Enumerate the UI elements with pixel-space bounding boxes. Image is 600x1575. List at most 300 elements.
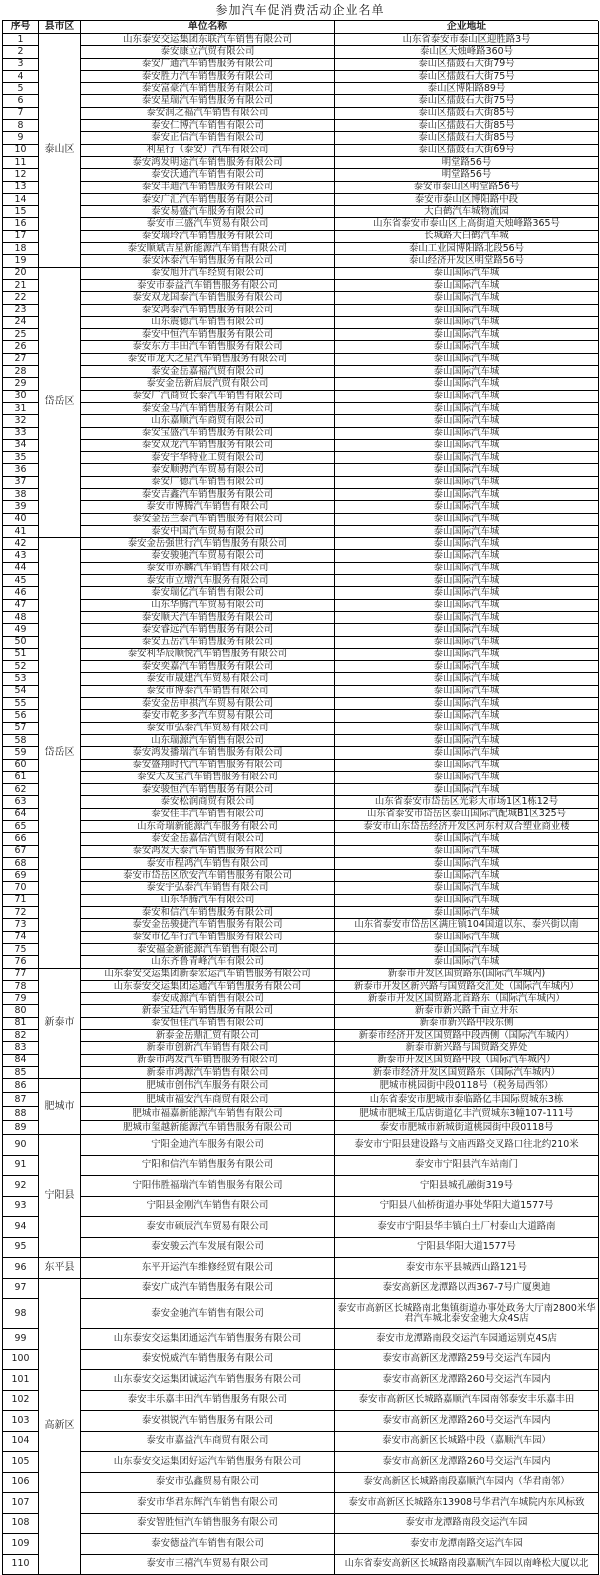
table-cell-company: 泰安广德汽车销售有限公司: [81, 477, 335, 489]
table-cell-address: 泰山国际汽车城: [335, 366, 599, 378]
table-cell-address: 泰山国际汽车城: [335, 440, 599, 452]
table-cell-company: 泰安顺斌吉星新能源汽车销售有限公司: [81, 243, 335, 255]
table-cell-no: 37: [3, 477, 39, 489]
table-cell-address: 泰山国际汽车城: [335, 772, 599, 784]
table-cell-address: 泰安市泰山区博阳路中段: [335, 194, 599, 206]
table-cell-company: 泰安悦威汽车销售服务有限公司: [81, 1350, 335, 1371]
table-cell-no: 100: [3, 1350, 39, 1371]
table-cell-company: 泰安睿远汽车销售服务有限公司: [81, 624, 335, 636]
table-cell-company: 泰安瑞亿汽车销售有限公司: [81, 587, 335, 599]
table-cell-address: 长城路大白鹤汽车城: [335, 231, 599, 243]
table-cell-address: 新泰市开发区新兴路与国贸路交汇处（国际汽车城内）: [335, 981, 599, 993]
table-cell-address: 泰山经济开发区明堂路56号: [335, 255, 599, 267]
table-cell-company: 泰安市亿车行汽车销售服务有限公司: [81, 932, 335, 944]
table-cell-company: 泰安瑞玲汽车销售服务有限公司: [81, 231, 335, 243]
table-cell-address: 泰山国际汽车城: [335, 846, 599, 858]
table-cell-company: 肥城市福安汽车商贸有限公司: [81, 1093, 335, 1107]
table-cell-no: 53: [3, 673, 39, 685]
table-cell-address: 新泰市经济开发区国贸路中段西侧（国际汽车城内）: [335, 1030, 599, 1042]
table-cell-address: 泰山国际汽车城: [335, 600, 599, 612]
table-cell-company: 泰安顺骋汽车贸易有限公司: [81, 464, 335, 476]
table-cell-company: 泰安市弘鑫贸易有限公司: [81, 1473, 335, 1494]
table-cell-address: 泰安市龙潭南路交运汽车园: [335, 1534, 599, 1555]
table-cell-address: 泰山国际汽车城: [335, 624, 599, 636]
table-cell-no: 92: [3, 1176, 39, 1197]
table-cell-company: 泰安中国汽车贸易有限公司: [81, 526, 335, 538]
table-cell-address: 泰山国际汽车城: [335, 268, 599, 280]
table-cell-no: 58: [3, 735, 39, 747]
table-cell-address: 宁阳县华阳大道1577号: [335, 1238, 599, 1259]
table-cell-company: 山东泰安交运集团好运汽车销售服务有限公司: [81, 1452, 335, 1473]
table-cell-address: 泰山区擂鼓石大街79号: [335, 59, 599, 71]
table-cell-company: 泰安宇弘泰汽车销售有限公司: [81, 882, 335, 894]
table-cell-company: 新泰市鸿源汽车销售有限公司: [81, 1067, 335, 1079]
table-cell-company: 泰安正信汽车销售有限公司: [81, 132, 335, 144]
table-cell-address: 泰安市高新区长城路南北集镇街道办事处政务大厅南2800米华君汽车城北泰安金驰大众4S店: [335, 1299, 599, 1329]
table-cell-address: 宁阳县八仙桥街道办事处华阳大道1577号: [335, 1197, 599, 1218]
table-cell-no: 4: [3, 71, 39, 83]
table-cell-address: 泰安市山东岱岳经济开发区河东村双合塑业商业楼: [335, 821, 599, 833]
table-cell-address: 泰山区擂鼓石大街85号: [335, 108, 599, 120]
table-cell-company: 泰安盛翔时代汽车销售服务有限公司: [81, 760, 335, 772]
table-cell-no: 71: [3, 895, 39, 907]
table-cell-no: 14: [3, 194, 39, 206]
table-cell-address: 泰山区擂鼓石大街85号: [335, 120, 599, 132]
table-cell-address: 大白鹤汽车城物流园: [335, 206, 599, 218]
table-cell-company: 肥城市玺越新能源汽车销售服务有限公司: [81, 1121, 335, 1135]
table-cell-no: 41: [3, 526, 39, 538]
table-cell-company: 泰安双龙国泰汽车销售服务有限公司: [81, 292, 335, 304]
table-cell-address: 泰安市高新区龙潭路260号交运汽车园内: [335, 1452, 599, 1473]
table-cell-company: 山东泰安交运集团东联汽车销售有限公司: [81, 34, 335, 46]
table-cell-no: 91: [3, 1156, 39, 1177]
table-cell-address: 新泰市开发区国贸路中段（国际汽车城内）: [335, 1055, 599, 1067]
table-cell-address: 山东省泰安市岱岳区光彩大市场1区1栋12号: [335, 796, 599, 808]
table-cell-no: 86: [3, 1079, 39, 1093]
table-cell-no: 79: [3, 993, 39, 1005]
table-cell-company: 泰安大友宝汽车销售服务有限公司: [81, 772, 335, 784]
table-cell-address: 山东省泰安市肥城市泰临路亿丰国际贸城东3栋: [335, 1093, 599, 1107]
table-cell-no: 87: [3, 1093, 39, 1107]
table-cell-address: 泰安市宁阳县汽车站南门: [335, 1156, 599, 1177]
table-cell-company: 山东华腾汽车有限公司: [81, 895, 335, 907]
county-cell: 宁阳县: [39, 1135, 81, 1258]
table-cell-company: 泰安奕嘉汽车销售服务有限公司: [81, 661, 335, 673]
table-cell-no: 104: [3, 1432, 39, 1453]
table-cell-no: 7: [3, 108, 39, 120]
table-cell-address: 泰山国际汽车城: [335, 550, 599, 562]
table-cell-company: 泰安广汽商贸长泰汽车销售有限公司: [81, 391, 335, 403]
table-cell-company: 泰安金岳强世行汽车销售服务有限公司: [81, 538, 335, 550]
table-cell-no: 61: [3, 772, 39, 784]
table-cell-address: 山东省泰安市岱岳区满庄镇104国道以东、泰兴街以南: [335, 919, 599, 931]
table-cell-no: 17: [3, 231, 39, 243]
table-cell-address: 泰山国际汽车城: [335, 329, 599, 341]
table-cell-no: 98: [3, 1299, 39, 1329]
table-cell-address: 泰山工业园博阳路北段56号: [335, 243, 599, 255]
table-cell-address: 泰山国际汽车城: [335, 428, 599, 440]
table-cell-address: 泰山国际汽车城: [335, 882, 599, 894]
table-cell-company: 宁阳县金刚汽车销售有限公司: [81, 1197, 335, 1218]
table-cell-address: 山东省泰安高新区长城路南段嘉顺汽车园以南峰松大厦以北: [335, 1555, 599, 1575]
table-cell-address: 泰山国际汽车城: [335, 637, 599, 649]
table-cell-address: 泰安高新区长城路南段嘉顺汽车园内（华君南邻）: [335, 1473, 599, 1494]
table-cell-company: 泰安双龙汽车销售服务有限公司: [81, 440, 335, 452]
table-cell-no: 64: [3, 809, 39, 821]
table-cell-no: 2: [3, 46, 39, 58]
table-cell-company: 泰安市岱岳区欣安汽车销售服务有限公司: [81, 870, 335, 882]
table-cell-address: 泰安市龙潭路南段交运汽车园: [335, 1514, 599, 1535]
table-cell-no: 55: [3, 698, 39, 710]
table-cell-company: 泰安吉鑫汽车销售服务有限公司: [81, 489, 335, 501]
table-cell-address: 宁阳县城孔融街319号: [335, 1176, 599, 1197]
table-cell-no: 38: [3, 489, 39, 501]
table-cell-no: 80: [3, 1005, 39, 1017]
table-cell-no: 70: [3, 882, 39, 894]
table-cell-address: 新泰市开发区国贸路北首路东（国际汽车城内）: [335, 993, 599, 1005]
table-cell-no: 88: [3, 1107, 39, 1121]
table-cell-address: 泰山国际汽车城: [335, 686, 599, 698]
table-cell-company: 泰安润之福汽车销售有限公司: [81, 108, 335, 120]
table-cell-company: 泰安宇华特业工贸有限公司: [81, 452, 335, 464]
table-cell-company: 泰安市博腾汽车销售有限公司: [81, 501, 335, 513]
table-cell-address: 泰山国际汽车城: [335, 477, 599, 489]
table-cell-address: 泰山国际汽车城: [335, 464, 599, 476]
table-cell-company: 泰安松润商贸有限公司: [81, 796, 335, 808]
table-cell-company: 泰安鸿发明途汽车销售服务有限公司: [81, 157, 335, 169]
county-cell: 肥城市: [39, 1079, 81, 1135]
table-cell-company: 山东嘉顺汽车商贸有限公司: [81, 415, 335, 427]
table-cell-company: 泰安骏恒汽车销售服务有限公司: [81, 784, 335, 796]
table-cell-address: 泰山国际汽车城: [335, 280, 599, 292]
table-cell-no: 52: [3, 661, 39, 673]
table-cell-address: 泰安市高新区长城路中段（嘉顺汽车园）: [335, 1432, 599, 1453]
table-cell-no: 24: [3, 317, 39, 329]
table-cell-company: 山东泰安交运集团诚运汽车销售服务有限公司: [81, 1370, 335, 1391]
table-cell-address: 泰山国际汽车城: [335, 489, 599, 501]
table-cell-address: 泰山国际汽车城: [335, 833, 599, 845]
table-cell-no: 99: [3, 1329, 39, 1350]
table-cell-address: 泰安市宁阳县华丰镇白土厂村泰山大道路南: [335, 1217, 599, 1238]
table-cell-company: 泰安佳丰汽车销售有限公司: [81, 809, 335, 821]
table-cell-no: 74: [3, 932, 39, 944]
table-cell-no: 66: [3, 833, 39, 845]
table-cell-address: 新泰市新兴路千亩立井东: [335, 1005, 599, 1017]
table-cell-no: 27: [3, 354, 39, 366]
table-cell-address: 泰山国际汽车城: [335, 735, 599, 747]
table-cell-address: 泰山国际汽车城: [335, 612, 599, 624]
table-cell-address: 新泰市新兴路与国贸路交界处: [335, 1042, 599, 1054]
table-cell-company: 泰安星瑞汽车销售服务有限公司: [81, 95, 335, 107]
table-cell-no: 54: [3, 686, 39, 698]
table-cell-address: 泰山国际汽车城: [335, 317, 599, 329]
table-cell-company: 泰安骏驰汽车贸易有限公司: [81, 550, 335, 562]
table-cell-company: 泰安金岳兰泰汽车销售服务有限公司: [81, 514, 335, 526]
table-cell-address: 泰山国际汽车城: [335, 575, 599, 587]
table-cell-no: 96: [3, 1258, 39, 1279]
table-cell-address: 泰山国际汽车城: [335, 514, 599, 526]
table-cell-no: 83: [3, 1042, 39, 1054]
table-cell-address: 泰山国际汽车城: [335, 526, 599, 538]
table-cell-company: 泰安市弘泰汽车贸易有限公司: [81, 723, 335, 735]
table-cell-no: 23: [3, 305, 39, 317]
table-cell-no: 67: [3, 846, 39, 858]
table-cell-address: 泰山区天烛峰路360号: [335, 46, 599, 58]
table-cell-no: 44: [3, 563, 39, 575]
table-cell-no: 18: [3, 243, 39, 255]
table-cell-company: 山东泰安交运集团新泰宏运汽车销售服务有限公司: [81, 969, 335, 981]
table-cell-company: 泰安利华辰顺悦汽车销售服务有限公司: [81, 649, 335, 661]
table-cell-address: 泰山区擂鼓石大街75号: [335, 95, 599, 107]
table-cell-no: 57: [3, 723, 39, 735]
table-cell-no: 93: [3, 1197, 39, 1218]
table-cell-company: 泰安成源汽车销售有限公司: [81, 993, 335, 1005]
table-cell-no: 95: [3, 1238, 39, 1259]
table-cell-company: 泰安市硕辰汽车贸易有限公司: [81, 1217, 335, 1238]
table-cell-no: 36: [3, 464, 39, 476]
table-cell-no: 103: [3, 1411, 39, 1432]
table-cell-company: 泰安市三禧汽车贸易有限公司: [81, 1555, 335, 1575]
table-cell-address: 山东省泰安市泰山区上高街道天烛峰路365号: [335, 218, 599, 230]
table-cell-no: 49: [3, 624, 39, 636]
table-cell-address: 泰安市宁阳县建设路与文庙西路交叉路口往北约210米: [335, 1135, 599, 1156]
table-cell-company: 泰安市立增汽车服务有限公司: [81, 575, 335, 587]
page-title: 参加汽车促消费活动企业名单: [215, 3, 385, 17]
table-cell-no: 101: [3, 1370, 39, 1391]
table-cell-company: 泰安鸿发天泰汽车销售服务有限公司: [81, 846, 335, 858]
table-cell-no: 72: [3, 907, 39, 919]
table-cell-address: 泰山国际汽车城: [335, 403, 599, 415]
table-cell-no: 13: [3, 182, 39, 194]
table-cell-no: 28: [3, 366, 39, 378]
table-cell-no: 90: [3, 1135, 39, 1156]
table-cell-company: 肥城市福嘉新能源汽车销售有限公司: [81, 1107, 335, 1121]
table-cell-company: 东平开运汽车维修经贸有限公司: [81, 1258, 335, 1279]
table-cell-no: 30: [3, 391, 39, 403]
table-cell-company: 泰安易盛汽车服务有限公司: [81, 206, 335, 218]
table-cell-company: 泰安顺天汽车销售服务有限公司: [81, 612, 335, 624]
table-cell-company: 泰安沃通汽车销售有限公司: [81, 169, 335, 181]
table-cell-company: 泰安恒佳汽车销售有限公司: [81, 1018, 335, 1030]
table-cell-company: 泰安沐泰汽车销售服务有限公司: [81, 255, 335, 267]
table-cell-no: 26: [3, 341, 39, 353]
county-cell: 泰山区: [39, 34, 81, 268]
table-cell-no: 43: [3, 550, 39, 562]
table-cell-address: 泰山国际汽车城: [335, 354, 599, 366]
table-cell-company: 泰安旭升汽车经贸有限公司: [81, 268, 335, 280]
table-cell-address: 泰山国际汽车城: [335, 932, 599, 944]
table-cell-no: 73: [3, 919, 39, 931]
table-cell-no: 5: [3, 83, 39, 95]
table-cell-address: 泰山国际汽车城: [335, 870, 599, 882]
table-cell-no: 60: [3, 760, 39, 772]
county-cell: 新泰市: [39, 969, 81, 1080]
table-cell-company: 泰安东方丰田汽车销售服务有限公司: [81, 341, 335, 353]
table-cell-address: 泰安市肥城市新城街道桃园街中段0118号: [335, 1121, 599, 1135]
table-cell-company: 泰安市程鸿汽车销售有限公司: [81, 858, 335, 870]
table-cell-company: 泰安市龙大之星汽车销售服务有限公司: [81, 354, 335, 366]
table-cell-company: 泰安金岳嘉信汽贸有限公司: [81, 833, 335, 845]
table-cell-address: 泰山国际汽车城: [335, 341, 599, 353]
table-cell-address: 明堂路56号: [335, 157, 599, 169]
table-cell-company: 泰安鸿泰汽车销售服务有限公司: [81, 305, 335, 317]
table-cell-company: 泰安中恒汽车销售服务有限公司: [81, 329, 335, 341]
table-cell-address: 泰山国际汽车城: [335, 391, 599, 403]
table-cell-company: 山东泰安交运集团通运汽车销售服务有限公司: [81, 1329, 335, 1350]
table-cell-company: 泰安宝盛汽车销售服务有限公司: [81, 428, 335, 440]
table-cell-company: 泰安胜力汽车销售服务有限公司: [81, 71, 335, 83]
table-cell-address: 泰山国际汽车城: [335, 305, 599, 317]
table-cell-address: 泰山国际汽车城: [335, 292, 599, 304]
table-cell-no: 42: [3, 538, 39, 550]
table-cell-address: 泰山国际汽车城: [335, 452, 599, 464]
table-cell-company: 新泰金岳鼎汇贸有限公司: [81, 1030, 335, 1042]
table-cell-address: 新泰市新兴路中段东侧: [335, 1018, 599, 1030]
table-cell-no: 31: [3, 403, 39, 415]
table-cell-company: 泰安市泰益汽车销售服务有限公司: [81, 280, 335, 292]
table-cell-address: 泰山区擂鼓石大街85号: [335, 132, 599, 144]
table-cell-no: 77: [3, 969, 39, 981]
table-cell-company: 泰安市乾多多汽车贸易有限公司: [81, 710, 335, 722]
table-cell-address: 泰山国际汽车城: [335, 538, 599, 550]
table-cell-company: 宁阳伟胜福瑞汽车销售服务有限公司: [81, 1176, 335, 1197]
table-cell-address: 泰安市高新区龙潭路260号交运汽车园内: [335, 1370, 599, 1391]
table-cell-no: 109: [3, 1534, 39, 1555]
table-cell-company: 泰安仁博汽车销售有限公司: [81, 120, 335, 132]
table-cell-address: 泰安市高新区长城路东13908号华君汽车城院内东风标致: [335, 1493, 599, 1514]
table-cell-address: 泰安市东平县城西山路121号: [335, 1258, 599, 1279]
table-cell-address: 泰山区博阳路89号: [335, 83, 599, 95]
table-cell-no: 25: [3, 329, 39, 341]
table-cell-company: 新泰市创新汽车销售有限公司: [81, 1042, 335, 1054]
table-cell-address: 泰山国际汽车城: [335, 944, 599, 956]
table-cell-address: 泰山国际汽车城: [335, 415, 599, 427]
table-cell-no: 75: [3, 944, 39, 956]
table-cell-no: 94: [3, 1217, 39, 1238]
table-cell-company: 山东泰安交运集团运通汽车销售服务有限公司: [81, 981, 335, 993]
county-cell: 高新区: [39, 1279, 81, 1575]
table-cell-address: 泰山国际汽车城: [335, 895, 599, 907]
table-cell-company: 肥城市创伟汽车服务有限公司: [81, 1079, 335, 1093]
table-cell-no: 50: [3, 637, 39, 649]
table-cell-no: 102: [3, 1391, 39, 1412]
table-cell-address: 泰山国际汽车城: [335, 723, 599, 735]
table-cell-no: 12: [3, 169, 39, 181]
table-cell-no: 10: [3, 145, 39, 157]
table-cell-no: 63: [3, 796, 39, 808]
table-cell-company: 泰安金岳骏捷汽车销售服务有限公司: [81, 919, 335, 931]
table-cell-no: 35: [3, 452, 39, 464]
county-cell: 岱岳区: [39, 538, 81, 968]
table-cell-address: 泰安市高新区龙潭路260号交运汽车园内: [335, 1411, 599, 1432]
table-cell-company: 泰安市三盛汽车贸易有限公司: [81, 218, 335, 230]
header-company: 单位名称: [81, 21, 335, 34]
table-cell-company: 泰安广汇汽车销售服务有限公司: [81, 194, 335, 206]
table-cell-company: 泰安智胜恒汽车销售服务有限公司: [81, 1514, 335, 1535]
table-cell-company: 泰安富豪汽车销售服务有限公司: [81, 83, 335, 95]
table-cell-company: 泰安金驰汽车销售有限公司: [81, 1299, 335, 1329]
table-cell-no: 76: [3, 956, 39, 968]
table-cell-address: 泰山国际汽车城: [335, 760, 599, 772]
table-cell-no: 9: [3, 132, 39, 144]
table-cell-company: 宁阳和信汽车销售服务有限公司: [81, 1156, 335, 1177]
table-cell-address: 明堂路56号: [335, 169, 599, 181]
table-cell-address: 泰山国际汽车城: [335, 501, 599, 513]
table-cell-no: 82: [3, 1030, 39, 1042]
table-cell-address: 肥城市肥城王瓜店街道亿丰汽贸城东3幢107-111号: [335, 1107, 599, 1121]
table-cell-address: 泰山国际汽车城: [335, 649, 599, 661]
table-cell-company: 山东震德汽车销售有限公司: [81, 317, 335, 329]
table-cell-company: 泰安骏云汽车发展有限公司: [81, 1238, 335, 1259]
table-cell-no: 1: [3, 34, 39, 46]
header-address: 企业地址: [335, 21, 599, 34]
table-cell-no: 59: [3, 747, 39, 759]
table-cell-address: 山东省泰安市泰山区迎胜路3号: [335, 34, 599, 46]
table-cell-address: 泰安市高新区龙潭路259号交运汽车园内: [335, 1350, 599, 1371]
table-cell-company: 泰安祺锐汽车销售服务有限公司: [81, 1411, 335, 1432]
table-cell-no: 65: [3, 821, 39, 833]
table-cell-no: 15: [3, 206, 39, 218]
table-cell-address: 新泰市经济开发区国贸路东（国际汽车城内）: [335, 1067, 599, 1079]
table-cell-address: 泰山国际汽车城: [335, 378, 599, 390]
table-cell-no: 3: [3, 59, 39, 71]
table-cell-address: 泰山区擂鼓石大街69号: [335, 145, 599, 157]
table-cell-company: 泰安福金新能源汽车销售有限公司: [81, 944, 335, 956]
table-cell-no: 105: [3, 1452, 39, 1473]
table-cell-no: 11: [3, 157, 39, 169]
table-cell-no: 69: [3, 870, 39, 882]
table-cell-address: 泰山国际汽车城: [335, 587, 599, 599]
table-cell-company: 泰安金岳嘉福汽贸有限公司: [81, 366, 335, 378]
table-cell-no: 19: [3, 255, 39, 267]
table-cell-no: 89: [3, 1121, 39, 1135]
table-cell-address: 山东省泰安市岱岳区泰山国际汽配城B1区325号: [335, 809, 599, 821]
table-cell-no: 47: [3, 600, 39, 612]
table-cell-address: 泰山国际汽车城: [335, 956, 599, 968]
table-cell-address: 泰山国际汽车城: [335, 698, 599, 710]
table-cell-company: 宁阳金迪汽车服务有限公司: [81, 1135, 335, 1156]
table-cell-address: 泰山国际汽车城: [335, 563, 599, 575]
table-cell-no: 32: [3, 415, 39, 427]
table-cell-no: 40: [3, 514, 39, 526]
table-cell-company: 山东瑞源汽车销售有限公司: [81, 735, 335, 747]
table-cell-address: 新泰市开发区国贸路东(国际汽车城内): [335, 969, 599, 981]
table-cell-no: 62: [3, 784, 39, 796]
county-cell: 东平县: [39, 1258, 81, 1279]
table-cell-no: 20: [3, 268, 39, 280]
table-cell-no: 46: [3, 587, 39, 599]
table-cell-company: 泰安市嘉益汽车商贸有限公司: [81, 1432, 335, 1453]
table-cell-address: 泰山国际汽车城: [335, 907, 599, 919]
table-cell-address: 泰山国际汽车城: [335, 710, 599, 722]
table-cell-company: 山东齐鲁青峰汽车有限公司: [81, 956, 335, 968]
table-cell-company: 泰安金岳申祺汽车贸易有限公司: [81, 698, 335, 710]
table-cell-company: 泰安市赤麟汽车销售有限公司: [81, 563, 335, 575]
table-cell-no: 29: [3, 378, 39, 390]
county-cell: 岱岳区: [39, 268, 81, 539]
table-cell-no: 110: [3, 1555, 39, 1575]
table-cell-company: 新泰市鸿发汽车销售服务有限公司: [81, 1055, 335, 1067]
table-cell-no: 106: [3, 1473, 39, 1494]
table-cell-company: 泰安丰迪汽车销售服务有限公司: [81, 182, 335, 194]
table-cell-company: 山东华腾汽车贸易有限公司: [81, 600, 335, 612]
table-cell-company: 泰安金岳新启辰汽贸有限公司: [81, 378, 335, 390]
table-cell-company: 利星行（泰安）汽车有限公司: [81, 145, 335, 157]
table-cell-address: 泰安市龙潭路南段交运汽车园通运别克4S店: [335, 1329, 599, 1350]
table-cell-company: 泰安五岳汽车销售服务有限公司: [81, 637, 335, 649]
table-cell-no: 68: [3, 858, 39, 870]
table-cell-company: 泰安广成汽车销售服务有限公司: [81, 1279, 335, 1300]
